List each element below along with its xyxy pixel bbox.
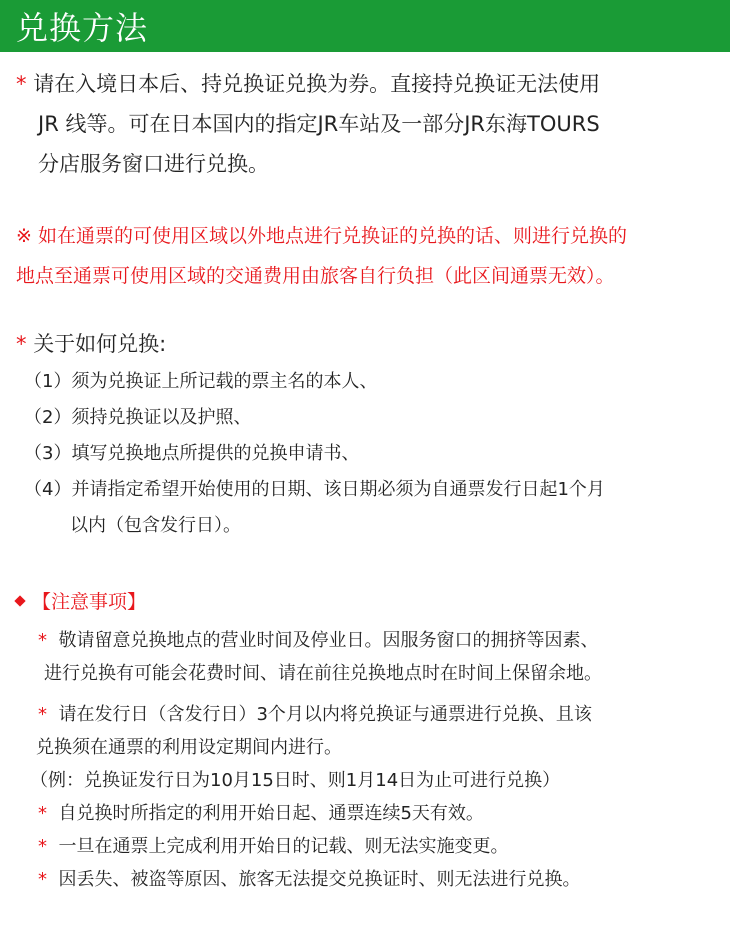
intro-paragraph bbox=[0, 64, 730, 184]
list-item: （4）并请指定希望开始使用的日期、该日期必须为自通票发行日起1个月 bbox=[24, 479, 605, 500]
notice-title: 【注意事项】 bbox=[32, 591, 147, 613]
list-item: * 自兑换时所指定的利用开始日起、通票连续5天有效。 bbox=[38, 803, 484, 824]
intro-line-2: JR 线等。可在日本国内的指定JR车站及一部分JR东海TOURS bbox=[38, 112, 600, 136]
warning-line-2: 地点至通票可使用区域的交通费用由旅客自行负担（此区间通票无效）。 bbox=[16, 265, 615, 287]
page-title: 兑换方法 bbox=[16, 9, 149, 47]
list-item: * 敬请留意兑换地点的营业时间及停业日。因服务窗口的拥挤等因素、 bbox=[38, 630, 599, 651]
list-item: （3）填写兑换地点所提供的兑换申请书、 bbox=[24, 443, 360, 464]
list-item-continuation: 兑换须在通票的利用设定期间内进行。 bbox=[36, 737, 342, 758]
warning-paragraph bbox=[0, 216, 730, 296]
asterisk-icon: * bbox=[38, 836, 47, 857]
notice-heading bbox=[0, 584, 730, 620]
asterisk-icon: * bbox=[38, 704, 47, 725]
how-title: 关于如何兑换: bbox=[33, 332, 167, 356]
list-item-continuation: 进行兑换有可能会花费时间、请在前往兑换地点时在时间上保留余地。 bbox=[44, 663, 602, 684]
asterisk-icon: * bbox=[38, 803, 47, 824]
section-header bbox=[0, 0, 730, 52]
list-item: * 请在发行日（含发行日）3个月以内将兑换证与通票进行兑换、且该 bbox=[38, 704, 592, 725]
list-item: （1）须为兑换证上所记载的票主名的本人、 bbox=[24, 371, 378, 392]
asterisk-icon: * bbox=[16, 332, 27, 356]
notice-list bbox=[0, 624, 730, 896]
warning-line-1: ※ 如在通票的可使用区域以外地点进行兑换证的兑换的话、则进行兑换的 bbox=[16, 225, 627, 247]
asterisk-icon: * bbox=[38, 630, 47, 651]
example-note: （例：兑换证发行日为10月15日时、则1月14日为止可进行兑换） bbox=[30, 770, 561, 791]
list-item-continuation: 以内（包含发行日）。 bbox=[70, 515, 241, 536]
diamond-bullet-icon bbox=[14, 595, 25, 606]
exchange-steps-list bbox=[0, 364, 730, 544]
asterisk-icon: * bbox=[16, 72, 27, 96]
intro-line-3: 分店服务窗口进行兑换。 bbox=[38, 152, 269, 176]
list-item: （2）须持兑换证以及护照、 bbox=[24, 407, 252, 428]
how-to-exchange-heading bbox=[0, 326, 730, 362]
list-item: * 因丢失、被盗等原因、旅客无法提交兑换证时、则无法进行兑换。 bbox=[38, 869, 581, 890]
asterisk-icon: * bbox=[38, 869, 47, 890]
intro-line-1: 请在入境日本后、持兑换证兑换为券。直接持兑换证无法使用 bbox=[33, 72, 601, 96]
list-item: * 一旦在通票上完成利用开始日的记载、则无法实施变更。 bbox=[38, 836, 509, 857]
